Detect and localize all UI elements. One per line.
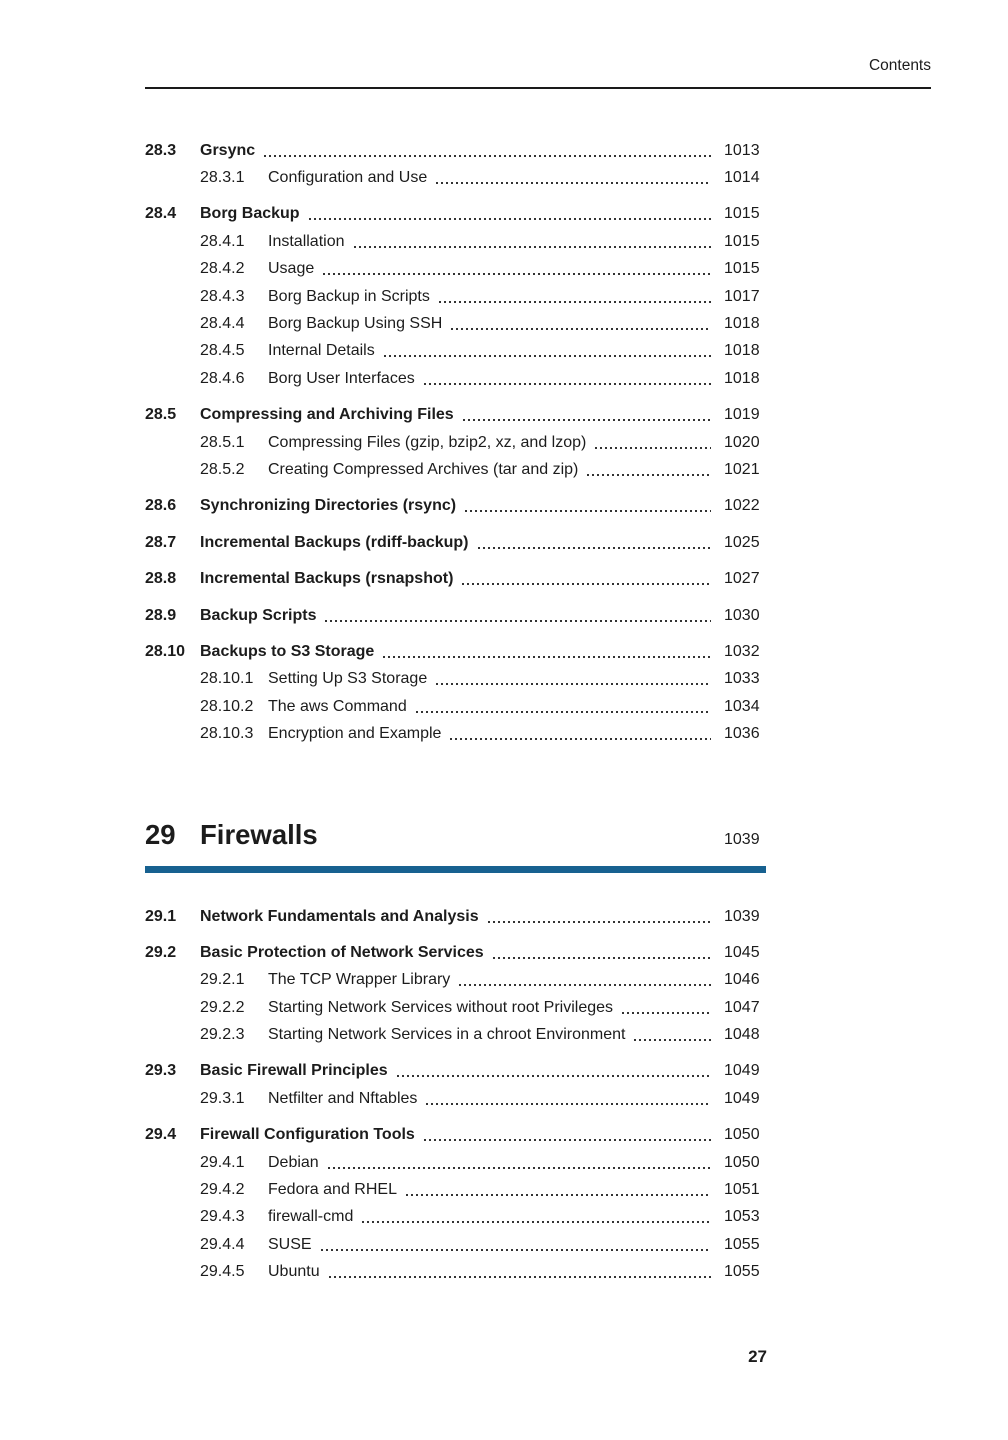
section-title: Network Fundamentals and Analysis: [200, 907, 479, 925]
toc-entry: [145, 283, 766, 310]
section-number: 28.4.3: [200, 287, 245, 305]
section-number: 29.4.4: [200, 1235, 245, 1253]
section-number: 29.3.1: [200, 1089, 245, 1107]
toc-entry: [145, 310, 766, 337]
toc-list-chapter-29: [145, 903, 766, 1286]
toc-entry: [145, 201, 766, 228]
leader-dots: [383, 656, 711, 658]
section-page-number: 1032: [724, 642, 760, 660]
toc-entry: [145, 638, 766, 665]
section-title: Debian: [268, 1153, 319, 1171]
section-title: Basic Firewall Principles: [200, 1062, 388, 1080]
leader-dots: [424, 1139, 711, 1141]
section-number: 28.3: [145, 141, 177, 159]
section-page-number: 1027: [724, 570, 760, 588]
chapter-heading-line: [145, 818, 766, 857]
toc-entry: [145, 939, 766, 966]
leader-dots: [309, 218, 711, 220]
section-title: Compressing Files (gzip, bzip2, xz, and lzop): [268, 433, 587, 451]
section-number: 29.2.1: [200, 971, 245, 989]
section-title: Encryption and Example: [268, 725, 442, 743]
leader-dots: [587, 474, 711, 476]
section-page-number: 1053: [724, 1208, 760, 1226]
chapter-page-number: 1039: [724, 830, 760, 848]
leader-dots: [459, 984, 711, 986]
section-page-number: 1013: [724, 141, 760, 159]
toc-entry: [145, 402, 766, 429]
section-title: The aws Command: [268, 697, 407, 715]
leader-dots: [323, 273, 711, 275]
section-number: 28.10.2: [200, 697, 254, 715]
leader-dots: [321, 1249, 711, 1251]
toc-entry: [145, 228, 766, 255]
section-title: Starting Network Services in a chroot Environment: [268, 1026, 626, 1044]
section-page-number: 1036: [724, 725, 760, 743]
section-page-number: 1047: [724, 998, 760, 1016]
section-number: 28.8: [145, 570, 177, 588]
section-page-number: 1018: [724, 315, 760, 333]
section-page-number: 1048: [724, 1026, 760, 1044]
section-title: Starting Network Services without root Privileges: [268, 998, 614, 1016]
section-page-number: 1030: [724, 606, 760, 624]
chapter-heading: [145, 818, 766, 873]
toc-entry: [145, 720, 766, 747]
leader-dots: [478, 547, 712, 549]
toc-entry: [145, 529, 766, 556]
leader-dots: [397, 1075, 711, 1077]
toc-entry: [145, 967, 766, 994]
section-title: SUSE: [268, 1235, 312, 1253]
section-page-number: 1046: [724, 971, 760, 989]
leader-dots: [462, 583, 711, 585]
section-title: Configuration and Use: [268, 169, 428, 187]
section-title: Firewall Configuration Tools: [200, 1126, 415, 1144]
leader-dots: [439, 301, 711, 303]
section-title: Backup Scripts: [200, 606, 317, 624]
section-page-number: 1039: [724, 907, 760, 925]
section-number: 29.4: [145, 1126, 177, 1144]
leader-dots: [595, 447, 711, 449]
toc-entry: [145, 1122, 766, 1149]
section-page-number: 1050: [724, 1153, 760, 1171]
section-page-number: 1034: [724, 697, 760, 715]
leader-dots: [465, 510, 711, 512]
section-number: 28.9: [145, 606, 177, 624]
section-title: Basic Protection of Network Services: [200, 943, 484, 961]
section-page-number: 1033: [724, 670, 760, 688]
section-title: Borg Backup Using SSH: [268, 315, 443, 333]
section-title: Usage: [268, 260, 315, 278]
section-page-number: 1015: [724, 232, 760, 250]
section-number: 29.1: [145, 907, 177, 925]
section-title: Compressing and Archiving Files: [200, 406, 454, 424]
toc-entry: [145, 1021, 766, 1048]
toc-entry: [145, 1058, 766, 1085]
section-page-number: 1055: [724, 1235, 760, 1253]
leader-dots: [622, 1012, 711, 1014]
section-number: 28.4.6: [200, 369, 245, 387]
chapter-title: Firewalls: [200, 818, 318, 850]
section-number: 28.4.5: [200, 342, 245, 360]
section-title: Fedora and RHEL: [268, 1181, 397, 1199]
section-number: 29.2.3: [200, 1026, 245, 1044]
section-number: 29.4.5: [200, 1263, 245, 1281]
leader-dots: [354, 246, 712, 248]
leader-dots: [426, 1103, 711, 1105]
section-number: 29.2.2: [200, 998, 245, 1016]
header-rule: [145, 87, 931, 89]
leader-dots: [329, 1276, 711, 1278]
leader-dots: [264, 155, 711, 157]
chapter-accent-bar: [145, 866, 766, 873]
toc-entry: [145, 602, 766, 629]
leader-dots: [451, 328, 711, 330]
section-title: Incremental Backups (rsnapshot): [200, 570, 454, 588]
leader-dots: [424, 383, 711, 385]
toc-entry: [145, 693, 766, 720]
section-title: Netfilter and Nftables: [268, 1089, 418, 1107]
section-page-number: 1021: [724, 460, 760, 478]
section-number: 28.10.3: [200, 725, 254, 743]
section-number: 28.10.1: [200, 670, 254, 688]
leader-dots: [463, 419, 711, 421]
section-page-number: 1050: [724, 1126, 760, 1144]
section-page-number: 1049: [724, 1089, 760, 1107]
section-number: 28.4.4: [200, 315, 245, 333]
leader-dots: [406, 1194, 711, 1196]
leader-dots: [634, 1039, 711, 1041]
leader-dots: [488, 921, 711, 923]
toc-entry: [145, 164, 766, 191]
section-number: 28.4.1: [200, 232, 245, 250]
section-title: Backups to S3 Storage: [200, 642, 375, 660]
toc-entry: [145, 565, 766, 592]
toc-entry: [145, 429, 766, 456]
section-page-number: 1015: [724, 205, 760, 223]
leader-dots: [493, 957, 711, 959]
toc-entry: [145, 994, 766, 1021]
section-number: 29.4.3: [200, 1208, 245, 1226]
leader-dots: [436, 182, 711, 184]
toc-entry: [145, 1259, 766, 1286]
section-page-number: 1022: [724, 497, 760, 515]
toc-entry: [145, 456, 766, 483]
toc-entry: [145, 365, 766, 392]
toc-entry: [145, 137, 766, 164]
toc-entry: [145, 1176, 766, 1203]
section-page-number: 1015: [724, 260, 760, 278]
running-header: [145, 56, 931, 75]
section-title: Installation: [268, 232, 345, 250]
section-title: Synchronizing Directories (rsync): [200, 497, 457, 515]
toc-list-chapter-28: [145, 137, 766, 748]
section-number: 28.3.1: [200, 169, 245, 187]
section-title: Internal Details: [268, 342, 375, 360]
section-title: Borg User Interfaces: [268, 369, 415, 387]
leader-dots: [325, 620, 711, 622]
section-title: Incremental Backups (rdiff-backup): [200, 533, 469, 551]
section-number: 29.4.2: [200, 1181, 245, 1199]
section-page-number: 1025: [724, 533, 760, 551]
toc-entry: [145, 493, 766, 520]
toc-entry: [145, 666, 766, 693]
leader-dots: [450, 738, 711, 740]
toc-entry: [145, 338, 766, 365]
leader-dots: [384, 355, 711, 357]
section-page-number: 1018: [724, 369, 760, 387]
leader-dots: [416, 711, 711, 713]
section-title: The TCP Wrapper Library: [268, 971, 451, 989]
leader-dots: [362, 1221, 711, 1223]
section-number: 28.7: [145, 533, 177, 551]
section-page-number: 1045: [724, 943, 760, 961]
section-page-number: 1018: [724, 342, 760, 360]
section-title: firewall-cmd: [268, 1208, 354, 1226]
section-number: 29.2: [145, 943, 177, 961]
section-number: 28.4: [145, 205, 177, 223]
section-title: Borg Backup: [200, 205, 300, 223]
section-number: 28.5: [145, 406, 177, 424]
section-title: Setting Up S3 Storage: [268, 670, 428, 688]
section-page-number: 1017: [724, 287, 760, 305]
section-number: 28.4.2: [200, 260, 245, 278]
toc-entry: [145, 1149, 766, 1176]
toc-entry: [145, 903, 766, 930]
toc-entry: [145, 1231, 766, 1258]
section-title: Creating Compressed Archives (tar and zip): [268, 460, 579, 478]
leader-dots: [436, 683, 711, 685]
section-number: 28.6: [145, 497, 177, 515]
section-number: 29.4.1: [200, 1153, 245, 1171]
section-number: 28.5.2: [200, 460, 245, 478]
footer-page-number: 27: [748, 1347, 767, 1366]
section-title: Grsync: [200, 141, 256, 159]
section-page-number: 1019: [724, 406, 760, 424]
section-number: 28.5.1: [200, 433, 245, 451]
section-page-number: 1049: [724, 1062, 760, 1080]
section-title: Borg Backup in Scripts: [268, 287, 430, 305]
section-page-number: 1055: [724, 1263, 760, 1281]
chapter-number: 29: [145, 818, 176, 850]
toc-entry: [145, 256, 766, 283]
running-header-title: Contents: [868, 57, 931, 74]
toc-entry: [145, 1085, 766, 1112]
section-page-number: 1014: [724, 169, 760, 187]
section-number: 29.3: [145, 1062, 177, 1080]
section-page-number: 1020: [724, 433, 760, 451]
section-number: 28.10: [145, 642, 186, 660]
toc-entry: [145, 1204, 766, 1231]
section-title: Ubuntu: [268, 1263, 320, 1281]
section-page-number: 1051: [724, 1181, 760, 1199]
leader-dots: [328, 1167, 711, 1169]
